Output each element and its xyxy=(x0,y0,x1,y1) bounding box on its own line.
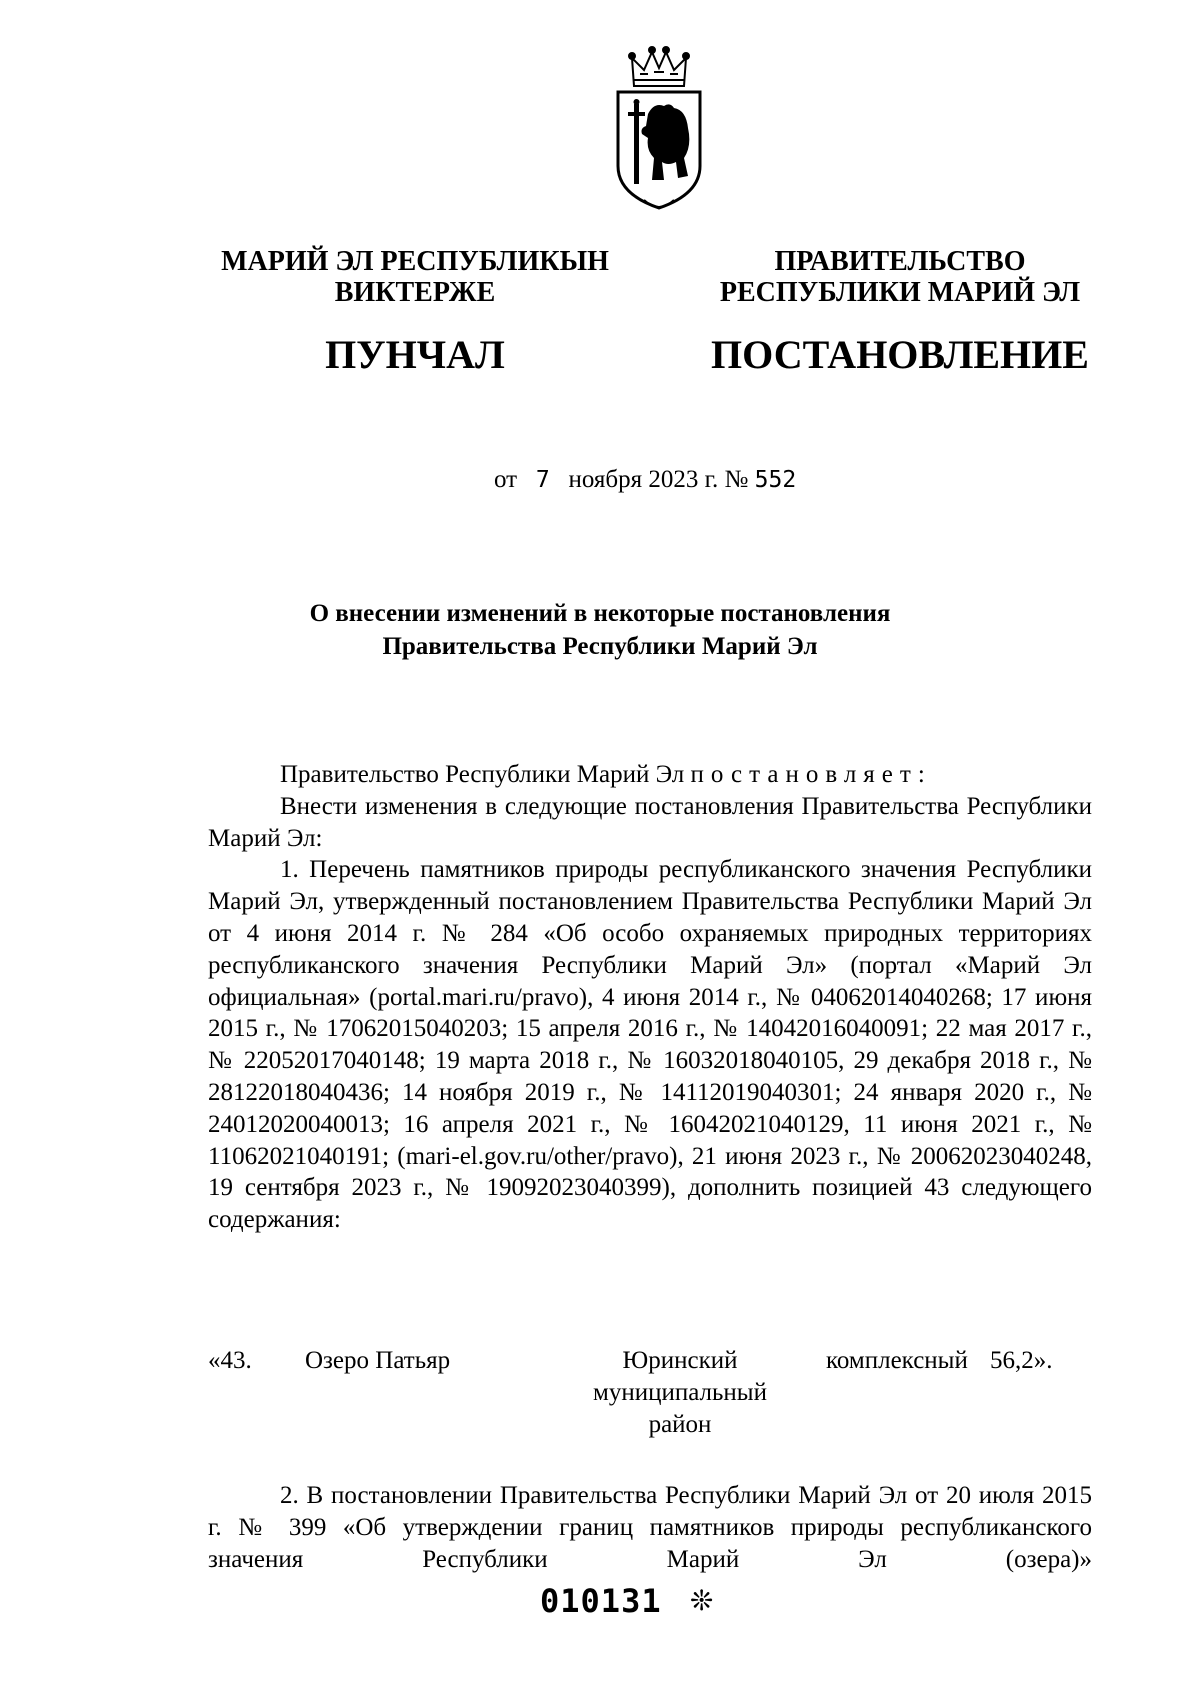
document-body xyxy=(208,759,1092,1236)
document-title xyxy=(150,598,1050,663)
header-russian xyxy=(680,246,1120,378)
header-left-line1: МАРИЙ ЭЛ РЕСПУБЛИКЫН xyxy=(221,246,609,277)
title-line1: О внесении изменений в некоторые постановления xyxy=(309,600,891,627)
date-line xyxy=(494,466,796,494)
header-left-doc-type: ПУНЧАЛ xyxy=(325,331,505,377)
decree-spaced: постановляет: xyxy=(690,761,932,788)
header-right-line1: ПРАВИТЕЛЬСТВО xyxy=(774,246,1026,277)
date-day: 7 xyxy=(535,467,550,493)
title-line2: Правительства Республики Марий Эл xyxy=(382,632,818,660)
coat-of-arms-emblem xyxy=(604,46,714,216)
decree-line xyxy=(208,759,1092,791)
serial-number: 010131 xyxy=(540,1582,662,1620)
item-2-paragraph: 2. В постановлении Правительства Республики Марий Эл от 20 июля 2015 г. № 399 «Об утверждении границ памятников природы республиканского значения Республики Марий Эл (озера)» xyxy=(208,1482,1092,1573)
table-cell-type: комплексный xyxy=(826,1347,968,1374)
date-month-year: ноября 2023 г. № xyxy=(568,466,749,493)
crown-icon xyxy=(629,47,689,86)
document-body-2 xyxy=(208,1480,1092,1575)
header-mari xyxy=(190,246,640,378)
header-right-doc-type: ПОСТАНОВЛЕНИЕ xyxy=(711,331,1089,377)
header-left-line2: ВИКТЕРЖЕ xyxy=(334,277,496,309)
item-1-paragraph: 1. Перечень памятников природы республиканского значения Республики Марий Эл, утвержденный постановлением Правительства Республики Марий Эл от 4 июня 2014 г. № 284 «Об особо охраняемых природных территориях республиканского значения Республики Марий Эл» (портал «Марий Эл официальная» (portal.mari.ru/pravo), 4 июня 2014 г., № 04062014040268; 17 июня 2015 г., № 17062015040203; 15 апреля 2016 г., № 14042016040091; 22 мая 2017 г., № 22052017040148; 19 марта 2018 г., № 16032018040105, 29 декабря 2018 г., № 28122018040436; 14 ноября 2019 г., № 14112019040301; 24 января 2020 г., № 24012020040013; 16 апреля 2021 г., № 16042021040129, 11 июня 2021 г., № 11062021040191; (mari-el.gov.ru/other/pravo), 21 июня 2023 г., № 20062023040248, 19 сентября 2023 г., № 19092023040399), дополнить позицией 43 следующего содержания: xyxy=(208,856,1092,1234)
table-cell-district: Юринский муниципальный район xyxy=(593,1347,767,1438)
decree-start: Правительство Республики Марий Эл xyxy=(280,761,685,788)
header-right-line2: РЕСПУБЛИКИ МАРИЙ ЭЛ xyxy=(719,277,1081,309)
document-number: 552 xyxy=(754,467,797,493)
asterisk-mark-icon: ❊ xyxy=(690,1584,714,1617)
intro-paragraph: Внести изменения в следующие постановления Правительства Республики Марий Эл: xyxy=(208,792,1092,852)
table-cell-name: Озеро Патьяр xyxy=(305,1347,451,1374)
date-prefix: от xyxy=(494,466,518,493)
table-cell-area: 56,2». xyxy=(990,1347,1053,1374)
table-cell-number: «43. xyxy=(208,1347,252,1374)
